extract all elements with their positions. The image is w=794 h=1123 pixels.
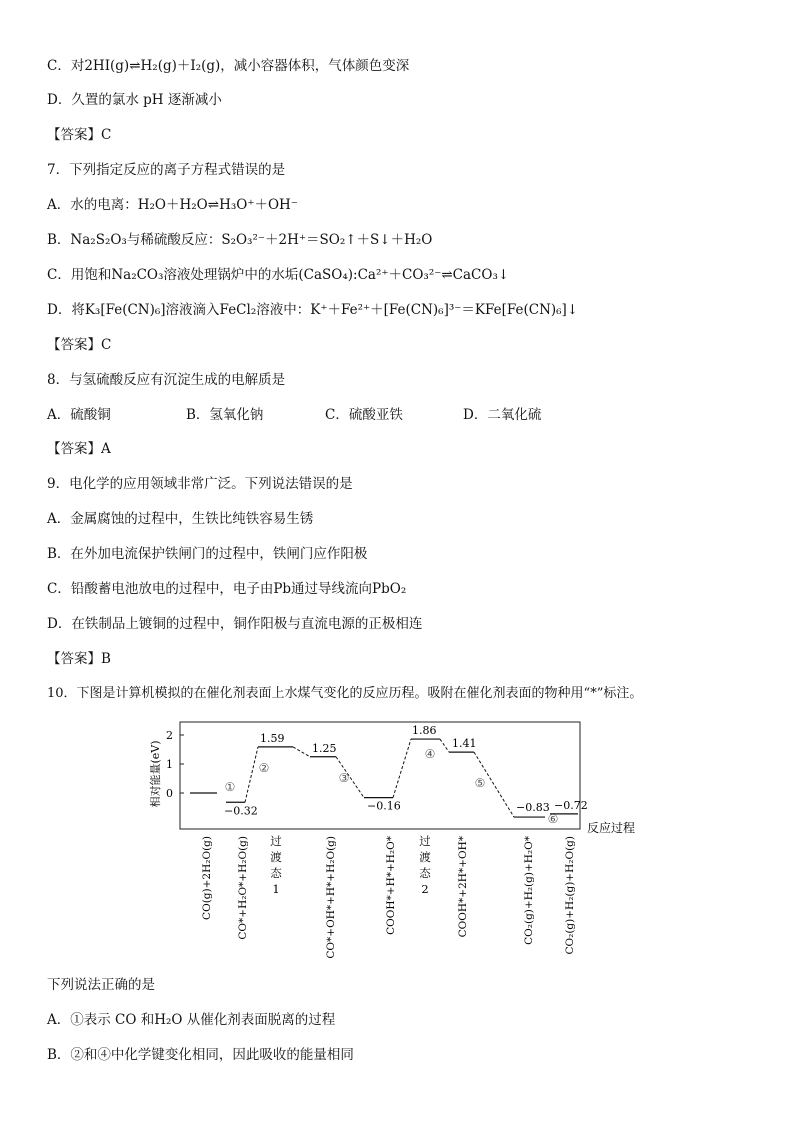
chart-xlabel: 反应过程: [587, 821, 636, 835]
q10-option-a: A．①表示 CO 和H₂O 从催化剂表面脱离的过程: [47, 1012, 336, 1028]
energy-value-label: −0.32: [224, 804, 258, 818]
energy-profile-chart: [140, 712, 660, 962]
q8-answer: 【答案】A: [47, 441, 111, 457]
x-category-label: 2: [421, 882, 429, 896]
q8-option-b: B．氢氧化钠: [186, 407, 264, 423]
q6-option-d: D．久置的氯水 pH 逐渐减小: [47, 92, 222, 108]
q9-option-b: B．在外加电流保护铁闸门的过程中，铁闸门应作阳极: [47, 546, 368, 562]
q10-followup: 下列说法正确的是: [47, 977, 155, 993]
transition-connector: [440, 739, 449, 752]
x-category-label: 渡: [419, 850, 431, 864]
energy-value-label: 1.59: [260, 731, 285, 745]
x-category-label: 1: [272, 882, 280, 896]
x-category-label: 态: [270, 866, 282, 880]
y-tick-label: 1: [166, 758, 173, 771]
energy-value-label: 1.41: [452, 737, 477, 751]
chart-ylabel: 相对能量(eV): [149, 740, 162, 808]
q7-stem: 7．下列指定反应的离子方程式错误的是: [47, 162, 286, 178]
step-marker: ①: [224, 780, 236, 794]
q7-option-a: A．水的电离：H₂O＋H₂O⇌H₃O⁺＋OH⁻: [47, 197, 298, 213]
energy-value-label: 1.25: [312, 741, 337, 755]
q8-option-a: A．硫酸铜: [47, 407, 111, 423]
energy-value-label: −0.16: [367, 799, 401, 813]
y-tick-label: 2: [166, 729, 173, 742]
q9-option-a: A．金属腐蚀的过程中，生铁比纯铁容易生锈: [47, 511, 314, 527]
step-marker: ④: [424, 747, 436, 761]
q7-option-d: D．将K₃[Fe(CN)₆]溶液滴入FeCl₂溶液中：K⁺＋Fe²⁺＋[Fe(CN)₆]³⁻＝KFe[Fe(CN)₆]↓: [47, 302, 579, 318]
transition-connector: [245, 747, 258, 802]
x-category-label: 过: [270, 834, 282, 848]
q9-option-d: D．在铁制品上镀铜的过程中，铜作阳极与直流电源的正极相连: [47, 616, 423, 632]
q8-option-c: C．硫酸亚铁: [325, 407, 403, 423]
x-category-label: 态: [419, 866, 431, 880]
q7-option-c: C．用饱和Na₂CO₃溶液处理锅炉中的水垢(CaSO₄):Ca²⁺＋CO₃²⁻⇌CaCO₃↓: [47, 267, 510, 283]
energy-value-label: 1.86: [412, 724, 437, 738]
x-category-label: CO₂(g)+H₂(g)+H₂O*: [523, 836, 535, 945]
q7-option-b: B．Na₂S₂O₃与稀硫酸反应：S₂O₃²⁻＋2H⁺＝SO₂↑＋S↓＋H₂O: [47, 232, 433, 248]
step-marker: ⑥: [547, 812, 559, 826]
x-category-label: CO₂(g)+H₂(g)+H₂O(g): [564, 836, 576, 955]
step-marker: ③: [338, 771, 350, 785]
x-category-label: CO*+H₂O*+H₂O(g): [237, 836, 249, 940]
q9-answer: 【答案】B: [47, 651, 111, 667]
q8-option-d: D．二氧化硫: [463, 407, 542, 423]
q8-options: [0, 405, 794, 425]
q10-stem: 10．下图是计算机模拟的在催化剂表面上水煤气变化的反应历程。吸附在催化剂表面的物种用“*”标注。: [47, 686, 643, 701]
step-marker: ⑤: [474, 776, 486, 790]
x-category-label: 渡: [270, 850, 282, 864]
transition-connector: [293, 747, 310, 757]
q8-stem: 8．与氢硫酸反应有沉淀生成的电解质是: [47, 372, 286, 388]
q9-option-c: C．铅酸蓄电池放电的过程中，电子由Pb通过导线流向PbO₂: [47, 581, 407, 597]
q6-option-c: C．对2HI(g)⇌H₂(g)＋I₂(g)，减小容器体积，气体颜色变深: [47, 58, 410, 74]
energy-value-label: −0.72: [554, 798, 588, 812]
q9-stem: 9．电化学的应用领域非常广泛。下列说法错误的是: [47, 476, 353, 492]
transition-connector: [393, 739, 411, 798]
x-category-label: COOH*+2H*+OH*: [457, 836, 469, 938]
q10-option-b: B．②和④中化学键变化相同，因此吸收的能量相同: [47, 1047, 354, 1063]
x-category-label: CO(g)+2H₂O(g): [201, 836, 213, 920]
x-category-label: 过: [419, 834, 431, 848]
q7-answer: 【答案】C: [47, 337, 112, 353]
y-tick-label: 0: [166, 787, 173, 800]
x-category-label: CO*+OH*+H*+H₂O(g): [325, 836, 337, 959]
energy-value-label: −0.83: [516, 801, 550, 815]
step-marker: ②: [258, 761, 270, 775]
q6-answer: 【答案】C: [47, 127, 112, 143]
x-category-label: COOH*+H*+H₂O*: [385, 836, 397, 935]
